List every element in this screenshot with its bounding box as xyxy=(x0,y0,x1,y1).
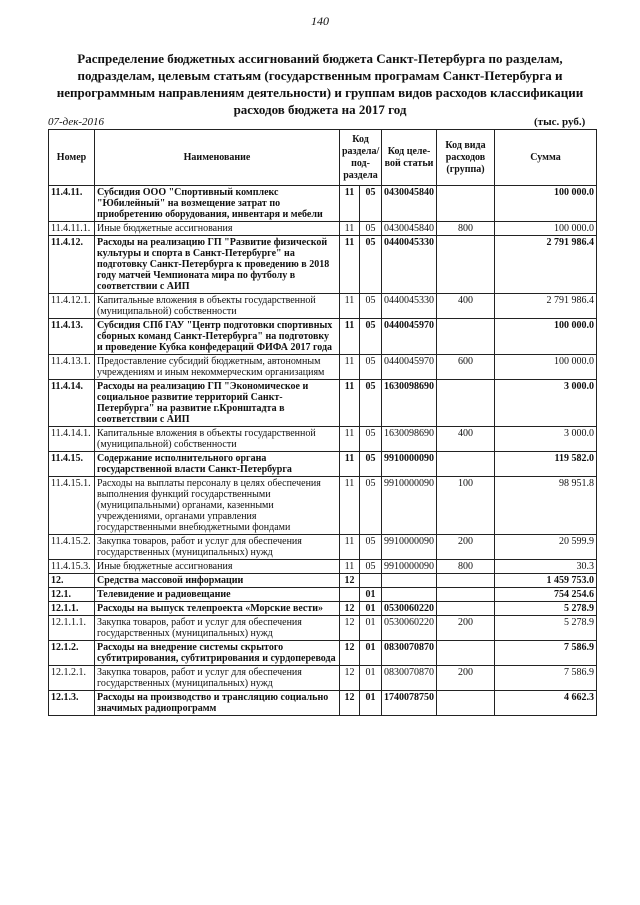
row-section-cell: 12 xyxy=(340,641,360,666)
table-row xyxy=(49,452,597,477)
row-target-code-cell: 0830070870 xyxy=(382,641,437,666)
row-kind-cell xyxy=(437,641,495,666)
row-number-cell: 12.1.3. xyxy=(49,691,95,716)
row-number-cell: 11.4.13. xyxy=(49,319,95,355)
row-number-cell: 12. xyxy=(49,574,95,588)
row-target-code-cell: 9910000090 xyxy=(382,560,437,574)
row-subsection-cell: 01 xyxy=(360,641,382,666)
row-sum-cell: 4 662.3 xyxy=(495,691,597,716)
row-subsection-cell: 05 xyxy=(360,222,382,236)
row-kind-cell xyxy=(437,452,495,477)
row-section-cell: 11 xyxy=(340,222,360,236)
row-sum-cell: 754 254.6 xyxy=(495,588,597,602)
table-row xyxy=(49,427,597,452)
row-sum-cell: 98 951.8 xyxy=(495,477,597,535)
table-row xyxy=(49,560,597,574)
row-name-cell: Закупка товаров, работ и услуг для обеспечения государственных (муниципальных) нужд xyxy=(95,666,340,691)
row-sum-cell: 100 000.0 xyxy=(495,355,597,380)
row-sum-cell: 1 459 753.0 xyxy=(495,574,597,588)
row-section-cell: 11 xyxy=(340,186,360,222)
row-kind-cell: 200 xyxy=(437,616,495,641)
row-subsection-cell: 01 xyxy=(360,691,382,716)
row-name-cell: Иные бюджетные ассигнования xyxy=(95,222,340,236)
row-sum-cell: 5 278.9 xyxy=(495,616,597,641)
table-row xyxy=(49,574,597,588)
row-section-cell: 11 xyxy=(340,355,360,380)
document-date: 07-дек-2016 xyxy=(48,116,105,128)
table-row xyxy=(49,588,597,602)
row-name-cell: Иные бюджетные ассигнования xyxy=(95,560,340,574)
row-section-cell: 11 xyxy=(340,319,360,355)
row-kind-cell: 800 xyxy=(437,222,495,236)
table-body xyxy=(49,186,597,716)
row-sum-cell: 2 791 986.4 xyxy=(495,236,597,294)
row-name-cell: Капитальные вложения в объекты государственной (муниципальной) собственности xyxy=(95,294,340,319)
row-target-code-cell: 1630098690 xyxy=(382,427,437,452)
row-kind-cell xyxy=(437,319,495,355)
row-kind-cell xyxy=(437,186,495,222)
row-kind-cell xyxy=(437,588,495,602)
row-sum-cell: 20 599.9 xyxy=(495,535,597,560)
row-number-cell: 12.1.2.1. xyxy=(49,666,95,691)
row-name-cell: Содержание исполнительного органа государственной власти Санкт-Петербурга xyxy=(95,452,340,477)
table-row xyxy=(49,641,597,666)
row-name-cell: Расходы на производство и трансляцию социально значимых радиопрограмм xyxy=(95,691,340,716)
row-kind-cell xyxy=(437,380,495,427)
row-sum-cell: 7 586.9 xyxy=(495,666,597,691)
table-header-row xyxy=(49,130,597,186)
row-section-cell: 11 xyxy=(340,560,360,574)
row-number-cell: 11.4.15.2. xyxy=(49,535,95,560)
table-row xyxy=(49,294,597,319)
row-section-cell: 11 xyxy=(340,380,360,427)
row-name-cell: Расходы на реализацию ГП "Экономическое и социальное развитие территорий Санкт-Петербурга" на развитие г.Кронштадта в соответствии с АИП xyxy=(95,380,340,427)
row-section-cell: 11 xyxy=(340,535,360,560)
row-subsection-cell: 05 xyxy=(360,535,382,560)
row-section-cell: 12 xyxy=(340,616,360,641)
table-row xyxy=(49,236,597,294)
row-name-cell: Закупка товаров, работ и услуг для обеспечения государственных (муниципальных) нужд xyxy=(95,616,340,641)
row-sum-cell: 5 278.9 xyxy=(495,602,597,616)
column-header-target: Код целе-вой статьи xyxy=(382,130,437,186)
row-subsection-cell: 05 xyxy=(360,427,382,452)
row-kind-cell: 800 xyxy=(437,560,495,574)
row-kind-cell xyxy=(437,691,495,716)
table-row xyxy=(49,355,597,380)
row-target-code-cell: 1630098690 xyxy=(382,380,437,427)
row-subsection-cell: 01 xyxy=(360,666,382,691)
row-subsection-cell: 05 xyxy=(360,560,382,574)
row-kind-cell xyxy=(437,602,495,616)
row-section-cell: 11 xyxy=(340,427,360,452)
table-row xyxy=(49,477,597,535)
row-kind-cell xyxy=(437,574,495,588)
row-section-cell: 11 xyxy=(340,452,360,477)
table-row xyxy=(49,535,597,560)
row-target-code-cell: 0440045970 xyxy=(382,355,437,380)
table-row xyxy=(49,222,597,236)
row-sum-cell: 3 000.0 xyxy=(495,380,597,427)
row-target-code-cell: 0440045330 xyxy=(382,294,437,319)
row-number-cell: 11.4.15.3. xyxy=(49,560,95,574)
table-row xyxy=(49,666,597,691)
row-section-cell: 12 xyxy=(340,666,360,691)
row-number-cell: 11.4.14.1. xyxy=(49,427,95,452)
row-number-cell: 11.4.12.1. xyxy=(49,294,95,319)
row-target-code-cell: 9910000090 xyxy=(382,452,437,477)
row-sum-cell: 3 000.0 xyxy=(495,427,597,452)
row-name-cell: Субсидия ООО "Спортивный комплекс "Юбилейный" на возмещение затрат по приобретению оборудования, инвентаря и мебели xyxy=(95,186,340,222)
row-target-code-cell: 0530060220 xyxy=(382,602,437,616)
row-name-cell: Предоставление субсидий бюджетным, автономным учреждениям и иным некоммерческим организациям xyxy=(95,355,340,380)
row-subsection-cell: 05 xyxy=(360,236,382,294)
row-subsection-cell: 05 xyxy=(360,380,382,427)
row-subsection-cell: 01 xyxy=(360,602,382,616)
row-sum-cell: 100 000.0 xyxy=(495,222,597,236)
row-subsection-cell xyxy=(360,574,382,588)
row-sum-cell: 119 582.0 xyxy=(495,452,597,477)
row-target-code-cell xyxy=(382,588,437,602)
table-row xyxy=(49,319,597,355)
row-name-cell: Расходы на выпуск телепроекта «Морские вести» xyxy=(95,602,340,616)
row-subsection-cell: 05 xyxy=(360,294,382,319)
row-section-cell xyxy=(340,588,360,602)
unit-label: (тыс. руб.) xyxy=(534,116,586,128)
row-subsection-cell: 05 xyxy=(360,355,382,380)
row-number-cell: 11.4.13.1. xyxy=(49,355,95,380)
row-target-code-cell: 0530060220 xyxy=(382,616,437,641)
row-name-cell: Расходы на реализацию ГП "Развитие физической культуры и спорта в Санкт-Петербурге" на подготовку Санкт-Петербурга к проведению в 2018 году матчей Чемпионата мира по футболу в соответствии с АИП xyxy=(95,236,340,294)
row-sum-cell: 2 791 986.4 xyxy=(495,294,597,319)
column-header-section: Код раздела/ под-раздела xyxy=(340,130,382,186)
row-number-cell: 11.4.15.1. xyxy=(49,477,95,535)
row-target-code-cell: 0440045330 xyxy=(382,236,437,294)
row-kind-cell: 200 xyxy=(437,535,495,560)
row-target-code-cell: 9910000090 xyxy=(382,477,437,535)
row-target-code-cell: 9910000090 xyxy=(382,535,437,560)
row-section-cell: 11 xyxy=(340,477,360,535)
budget-table xyxy=(48,129,597,716)
row-subsection-cell: 05 xyxy=(360,452,382,477)
table-row xyxy=(49,691,597,716)
row-number-cell: 11.4.11. xyxy=(49,186,95,222)
row-number-cell: 11.4.12. xyxy=(49,236,95,294)
row-section-cell: 11 xyxy=(340,294,360,319)
row-section-cell: 12 xyxy=(340,574,360,588)
row-number-cell: 11.4.11.1. xyxy=(49,222,95,236)
row-kind-cell xyxy=(437,236,495,294)
row-kind-cell: 100 xyxy=(437,477,495,535)
document-title: Распределение бюджетных ассигнований бюджета Санкт-Петербурга по разделам, подразделам, целевым статьям (государственным програмам Санкт-Петербурга и непрограммным направлениям деятельности) и группам видов расходов классификации расходов бюджета на 2017 год xyxy=(56,51,584,117)
row-subsection-cell: 01 xyxy=(360,616,382,641)
table-row xyxy=(49,602,597,616)
row-kind-cell: 600 xyxy=(437,355,495,380)
row-number-cell: 12.1.2. xyxy=(49,641,95,666)
row-subsection-cell: 05 xyxy=(360,477,382,535)
row-subsection-cell: 05 xyxy=(360,186,382,222)
row-target-code-cell: 0440045970 xyxy=(382,319,437,355)
row-section-cell: 11 xyxy=(340,236,360,294)
row-name-cell: Телевидение и радиовещание xyxy=(95,588,340,602)
row-number-cell: 12.1.1. xyxy=(49,602,95,616)
table-row xyxy=(49,616,597,641)
row-target-code-cell xyxy=(382,574,437,588)
row-sum-cell: 30.3 xyxy=(495,560,597,574)
column-header-name: Наименование xyxy=(95,130,340,186)
row-sum-cell: 100 000.0 xyxy=(495,319,597,355)
row-target-code-cell: 0430045840 xyxy=(382,222,437,236)
row-kind-cell: 200 xyxy=(437,666,495,691)
row-name-cell: Закупка товаров, работ и услуг для обеспечения государственных (муниципальных) нужд xyxy=(95,535,340,560)
row-target-code-cell: 1740078750 xyxy=(382,691,437,716)
table-row xyxy=(49,186,597,222)
row-section-cell: 12 xyxy=(340,691,360,716)
column-header-number: Номер xyxy=(49,130,95,186)
row-sum-cell: 100 000.0 xyxy=(495,186,597,222)
row-kind-cell: 400 xyxy=(437,294,495,319)
row-sum-cell: 7 586.9 xyxy=(495,641,597,666)
table-row xyxy=(49,380,597,427)
column-header-kind: Код вида расходов (группа) xyxy=(437,130,495,186)
row-name-cell: Средства массовой информации xyxy=(95,574,340,588)
row-subsection-cell: 05 xyxy=(360,319,382,355)
row-kind-cell: 400 xyxy=(437,427,495,452)
row-number-cell: 12.1. xyxy=(49,588,95,602)
row-name-cell: Расходы на выплаты персоналу в целях обеспечения выполнения функций государственными (муниципальными) органами, казенными учреждениями, органами управления государственными внебюджетными фондами xyxy=(95,477,340,535)
row-target-code-cell: 0430045840 xyxy=(382,186,437,222)
page-number: 140 xyxy=(311,14,329,28)
column-header-sum: Сумма xyxy=(495,130,597,186)
row-section-cell: 12 xyxy=(340,602,360,616)
row-name-cell: Расходы на внедрение системы скрытого субтитрирования, субтитрирования и сурдоперевода xyxy=(95,641,340,666)
row-subsection-cell: 01 xyxy=(360,588,382,602)
row-number-cell: 12.1.1.1. xyxy=(49,616,95,641)
row-name-cell: Субсидия СПб ГАУ "Центр подготовки спортивных сборных команд Санкт-Петербурга" на подготовку и проведение Кубка конфедераций ФИФА 2017 года xyxy=(95,319,340,355)
row-number-cell: 11.4.15. xyxy=(49,452,95,477)
row-target-code-cell: 0830070870 xyxy=(382,666,437,691)
row-name-cell: Капитальные вложения в объекты государственной (муниципальной) собственности xyxy=(95,427,340,452)
row-number-cell: 11.4.14. xyxy=(49,380,95,427)
